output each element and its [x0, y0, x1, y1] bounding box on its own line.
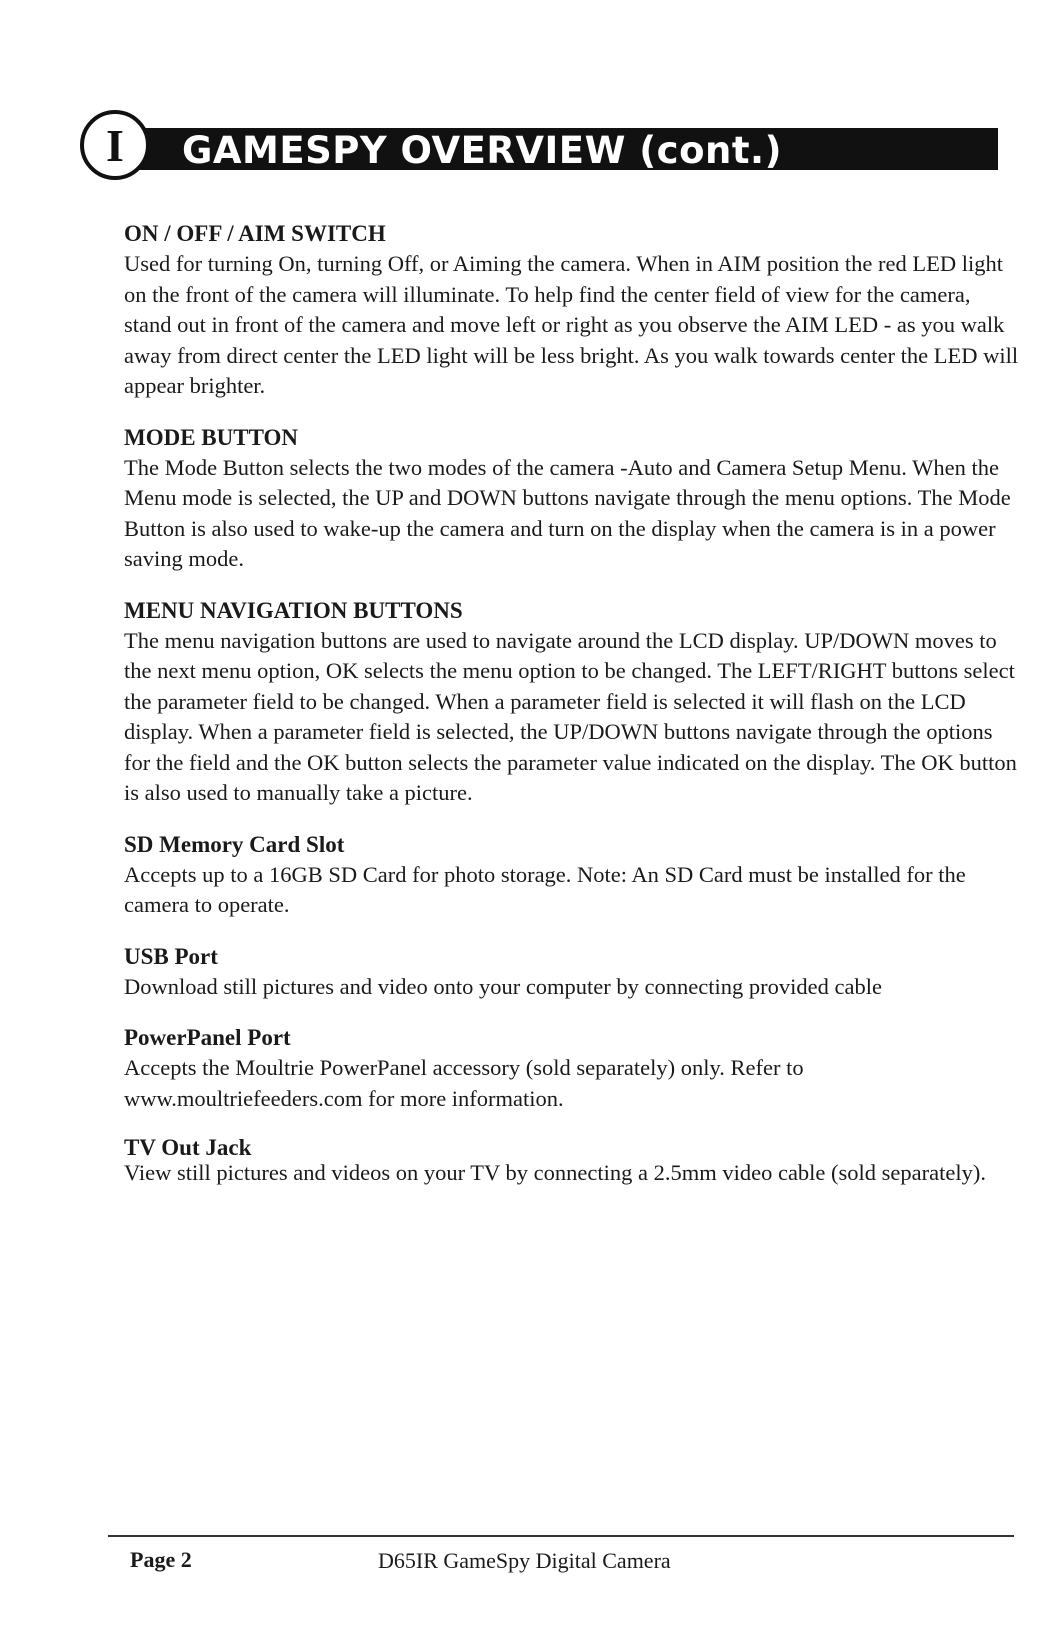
- section-body: View still pictures and videos on your TV by connecting a 2.5mm video cable (sold separately).: [124, 1160, 986, 1185]
- section-tv-out-jack: [124, 1135, 1022, 1185]
- footer-document-title: D65IR GameSpy Digital Camera: [378, 1548, 671, 1573]
- section-body: Used for turning On, turning Off, or Aiming the camera. When in AIM position the red LED light on the front of the camera will illuminate. To help find the center field of view for the camera, stand out in front of the camera and move left or right as you observe the AIM LED - as you walk away from direct center the LED light will be less bright. As you walk towards center the LED will appear brighter.: [124, 251, 1019, 398]
- section-numeral: I: [106, 120, 124, 171]
- section-body: The menu navigation buttons are used to navigate around the LCD display. UP/DOWN moves to the next menu option, OK selects the menu option to be changed. The LEFT/RIGHT buttons select the parameter field to be changed. When a parameter field is selected it will flash on the LCD display. When a parameter field is selected, the UP/DOWN buttons navigate through the options for the field and the OK button selects the parameter value indicated on the display. The OK button is also used to manually take a picture.: [124, 627, 1017, 805]
- section-sd-memory-card-slot: [124, 830, 1022, 921]
- footer-divider: [108, 1535, 1014, 1537]
- page-title: GAMESPY OVERVIEW (cont.): [182, 129, 783, 172]
- section-title: PowerPanel Port: [124, 1025, 291, 1050]
- main-content: [124, 219, 1022, 1206]
- section-body: Accepts the Moultrie PowerPanel accessory (sold separately) only. Refer to www.moultriefeeders.com for more information.: [124, 1055, 804, 1111]
- section-powerpanel-port: [124, 1023, 1022, 1114]
- section-mode-button: [124, 423, 1022, 575]
- section-numeral-badge: [80, 110, 150, 180]
- section-title: USB Port: [124, 943, 218, 969]
- section-body: Accepts up to a 16GB SD Card for photo storage. Note: An SD Card must be installed for the camera to operate.: [124, 861, 966, 917]
- section-on-off-aim-switch: [124, 219, 1022, 402]
- section-title: SD Memory Card Slot: [124, 831, 345, 857]
- section-title: MENU NAVIGATION BUTTONS: [124, 597, 463, 623]
- section-title: ON / OFF / AIM SWITCH: [124, 221, 386, 246]
- section-menu-navigation-buttons: [124, 596, 1022, 809]
- section-title: TV Out Jack: [124, 1135, 252, 1160]
- section-body: The Mode Button selects the two modes of the camera -Auto and Camera Setup Menu. When the Menu mode is selected, the UP and DOWN buttons navigate through the menu options. The Mode Button is also used to wake-up the camera and turn on the display when the camera is in a power saving mode.: [124, 454, 1011, 571]
- section-title: MODE BUTTON: [124, 424, 299, 450]
- page-number: Page 2: [130, 1547, 192, 1572]
- section-usb-port: [124, 942, 1022, 1003]
- section-body: Download still pictures and video onto your computer by connecting provided cable: [124, 973, 882, 999]
- section-header: [80, 110, 998, 186]
